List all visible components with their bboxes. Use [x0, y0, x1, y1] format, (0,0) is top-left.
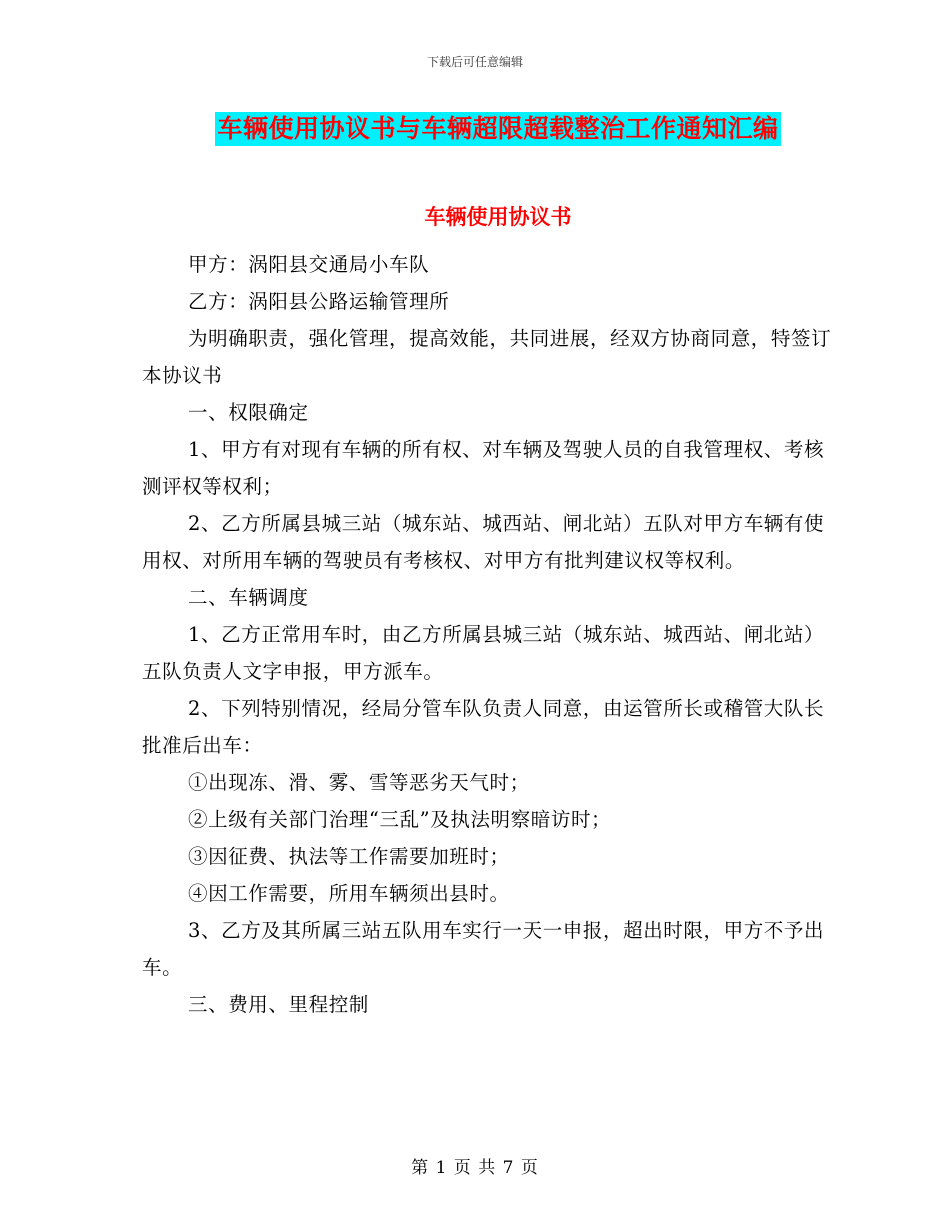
paragraph: 2、乙方所属县城三站（城东站、城西站、闸北站）五队对甲方车辆有使用权、对所用车辆的驾驶员有考核权、对甲方有批判建议权等权利。	[142, 512, 825, 572]
paragraph: 一、权限确定	[188, 401, 309, 424]
paragraph: 甲方：涡阳县交通局小车队	[188, 253, 430, 276]
main-title-container	[0, 112, 950, 146]
paragraph: 乙方：涡阳县公路运输管理所	[188, 290, 450, 313]
paragraph: 为明确职责，强化管理，提高效能，共同进展，经双方协商同意，特签订本协议书	[142, 327, 832, 387]
paragraph: ①出现冻、滑、雾、雪等恶劣天气时；	[188, 771, 530, 794]
paragraph: 三、费用、里程控制	[188, 993, 369, 1016]
main-title: 车辆使用协议书与车辆超限超载整治工作通知汇编	[215, 112, 780, 146]
paragraph: 1、甲方有对现有车辆的所有权、对车辆及驾驶人员的自我管理权、考核测评权等权利；	[142, 438, 825, 498]
header-note: 下载后可任意编辑	[426, 55, 523, 69]
paragraph: 3、乙方及其所属三站五队用车实行一天一申报，超出时限，甲方不予出车。	[142, 919, 825, 979]
paragraph: 二、车辆调度	[188, 586, 309, 609]
paragraph: 2、下列特别情况，经局分管车队负责人同意，由运管所长或稽管大队长批准后出车：	[142, 697, 825, 757]
sub-title: 车辆使用协议书	[424, 205, 572, 229]
page-footer: 第 1 页 共 7 页	[411, 1158, 539, 1178]
paragraph: ③因征费、执法等工作需要加班时；	[188, 845, 510, 868]
paragraph: ④因工作需要，所用车辆须出县时。	[188, 882, 510, 905]
document-body	[142, 246, 832, 1023]
paragraph: ②上级有关部门治理“三乱”及执法明察暗访时；	[188, 808, 612, 831]
paragraph: 1、乙方正常用车时，由乙方所属县城三站（城东站、城西站、闸北站）五队负责人文字申报，甲方派车。	[142, 623, 825, 683]
